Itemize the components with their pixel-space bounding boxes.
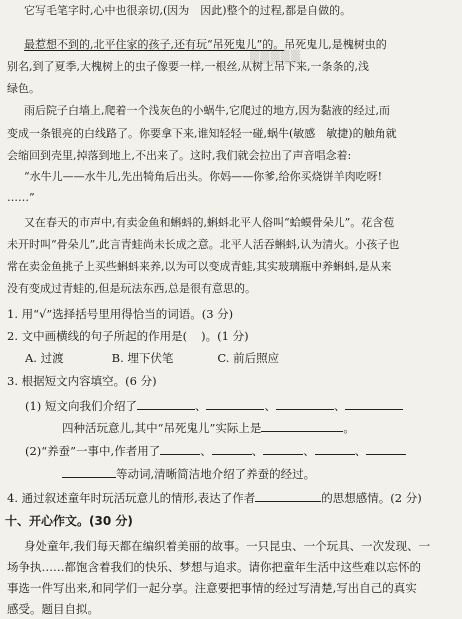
answer-blank[interactable] (366, 443, 406, 455)
answer-blank[interactable] (187, 329, 201, 340)
question-3-2: (2)“养蚕”一事中,作者用了 、 、 、 、 (25, 443, 455, 458)
passage-line: “水牛儿——水牛儿,先出犄角后出头。你妈——你爹,给你买烧饼羊肉吃呀! (24, 170, 383, 183)
answer-blank[interactable] (62, 466, 116, 478)
question-3: 3. 根据短文内容填空。(6 分) (7, 374, 157, 388)
option-b: B. 埋下伏笔 (111, 351, 174, 365)
passage-line (24, 38, 454, 52)
question-text: 等动词,清晰简洁地介绍了养蚕的经过。 (116, 467, 316, 481)
question-text: (1) 短文向我们介绍了 (25, 399, 137, 413)
question-text: 4. 通过叙述童年时玩活玩意儿的情形,表达了作者 (7, 491, 256, 505)
passage-text: 吊死鬼儿,是槐树虫的 (284, 38, 387, 51)
passage-line: ……” (7, 191, 35, 204)
question-2-options (25, 351, 455, 365)
passage-line: 变成一条银亮的白线路了。你要拿下来,谁知轻轻一碰,蜗牛(敏感 敏捷)的触角就 (7, 127, 397, 140)
passage-line: 会缩回到壳里,掉落到地上,不出来了。这时,我们就会拉出了声音唱念着: (7, 149, 352, 162)
answer-blank[interactable] (212, 443, 252, 455)
passage-line: 常在卖金鱼挑子上买些蝌蚪来养,以为可以变成青蛙,其实玻璃瓶中养蝌蚪,是从来 (7, 260, 392, 273)
question-1: 1. 用“√”选择括号里用得恰当的词语。(3 分) (7, 307, 234, 321)
question-2 (7, 329, 457, 343)
question-text: 四种活玩意儿,其中“吊死鬼儿”实际上是 (62, 421, 262, 435)
answer-blank[interactable] (261, 420, 343, 432)
essay-prompt-line: 事选一件写出来,和同学们一起分享。注意要把事情的经过写清楚,写出自己的真实 (7, 581, 417, 595)
answer-blank[interactable] (263, 443, 303, 455)
underlined-sentence: 最惹想不到的,北平住家的孩子,还有玩“吊死鬼儿”的。 (24, 38, 285, 51)
answer-blank[interactable] (255, 490, 321, 502)
question-text: 的思想感情。(2 分) (321, 491, 422, 505)
answer-blank[interactable] (315, 443, 355, 455)
passage-line: 别名,到了夏季,大槐树上的虫子像要一样,一根丝,从树上吊下来,一条条的,浅 (7, 60, 369, 73)
answer-blank[interactable] (137, 398, 195, 410)
answer-blank[interactable] (345, 398, 403, 410)
question-3-2-cont (62, 466, 462, 481)
passage-line: 它写毛笔字时,心中也很亲切,(因为 因此)整个的过程,都是自做的。 (24, 4, 352, 17)
answer-blank[interactable] (160, 443, 200, 455)
passage-line: 未开时叫“骨朵儿”,此言青蛙尚未长成之意。北平人活吞蝌蚪,认为清火。小孩子也 (7, 238, 400, 251)
passage-line: 雨后院子白墙上,爬着一个浅灰色的小蜗牛,它爬过的地方,因为黏液的经过,而 (24, 104, 390, 117)
essay-prompt-line: 场争执……都饱含着我们的快乐、梦想与追求。请你把童年生活中这些难以忘怀的 (7, 560, 421, 574)
passage-line: 没有变成过青蛙的,但是玩法东西,总是很有意思的。 (7, 282, 256, 295)
section-heading: 十、开心作文。(30 分) (5, 514, 133, 528)
passage-line: 又在春天的市声中,有卖金鱼和蝌蚪的,蝌蚪北平人俗叫“蛤蟆骨朵儿”。花含苞 (24, 216, 395, 229)
essay-prompt-line: 身处童年,我们每天都在编织着美丽的故事。一只昆虫、一个玩具、一次发现、一 (24, 539, 431, 553)
essay-prompt-line: 感受。题目自拟。 (7, 602, 99, 616)
question-3-1-cont: 四种活玩意儿,其中“吊死鬼儿”实际上是 。 (62, 421, 355, 435)
bleed-through-mark: ▒▒▒▒▒ (250, 50, 302, 64)
question-text: 2. 文中画横线的句子所起的作用是( (7, 329, 188, 343)
answer-blank[interactable] (206, 398, 264, 410)
option-a: A. 过渡 (25, 351, 64, 365)
question-text: (2)“养蚕”一事中,作者用了 (25, 444, 161, 458)
passage-line: 绿色。 (7, 82, 40, 95)
answer-blank[interactable] (276, 398, 334, 410)
question-text: )。(1 分) (201, 329, 249, 343)
question-3-1: (1) 短文向我们介绍了 、 、 、 (25, 398, 455, 413)
option-c: C. 前后照应 (217, 351, 280, 365)
question-4 (7, 490, 457, 505)
